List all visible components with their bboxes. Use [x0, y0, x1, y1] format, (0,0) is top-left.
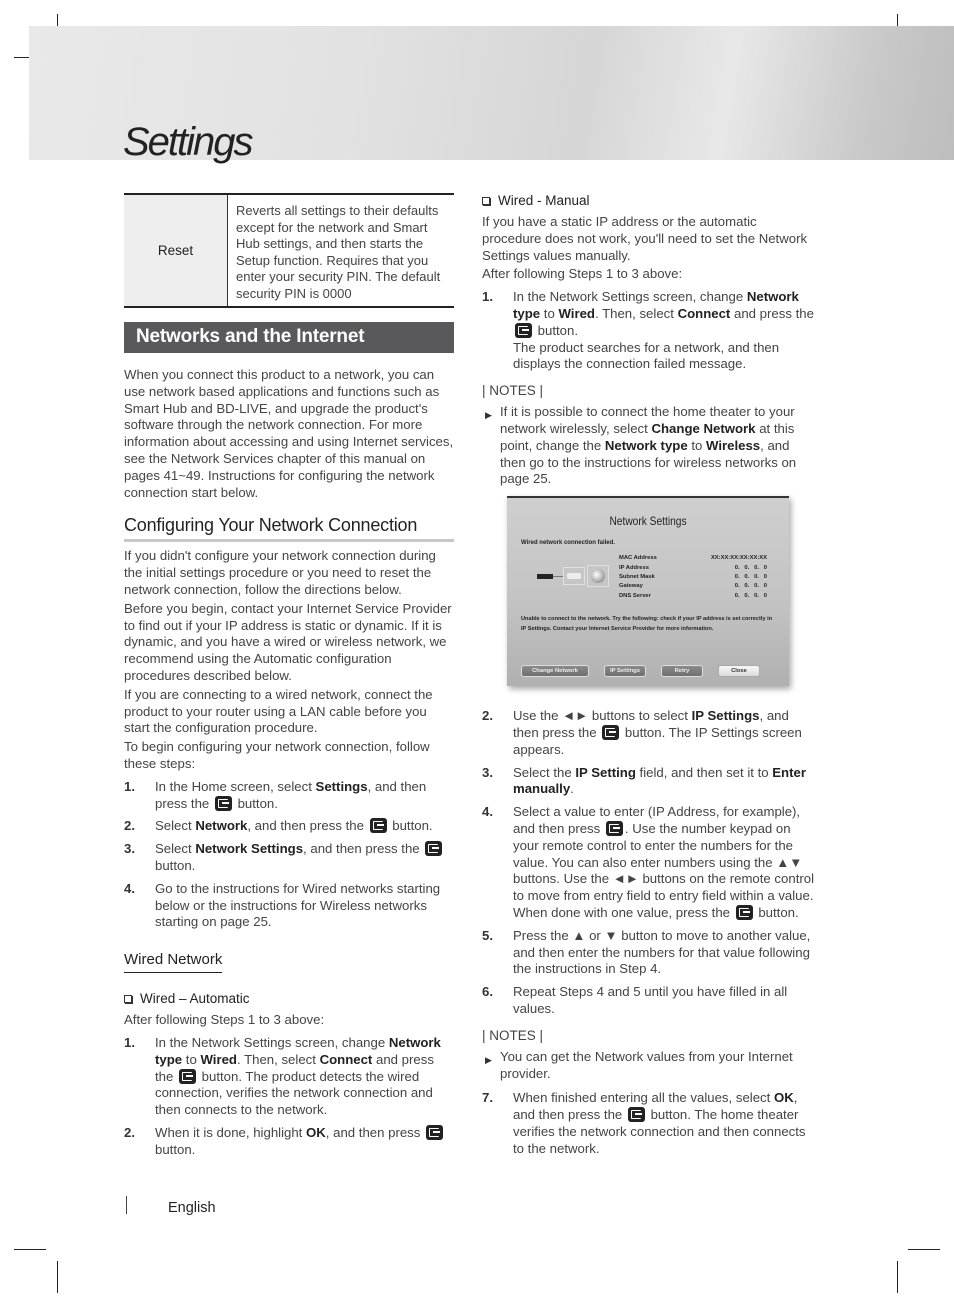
- step-text: Select Network, and then press the button.: [155, 818, 433, 834]
- note-item: [482, 404, 814, 488]
- step-text: In the Network Settings screen, change Network type to Wired. Then, select Connect and press the button. The product searches for a network, and then displays the connection failed message.: [513, 289, 814, 372]
- page-title: Settings: [123, 120, 252, 164]
- configuring-steps: [124, 779, 454, 931]
- reset-table: [124, 193, 454, 308]
- ip-settings-button[interactable]: IP Settings: [604, 665, 646, 677]
- dialog-buttons: [521, 665, 775, 677]
- crop-mark: [14, 1249, 46, 1250]
- crop-mark: [897, 1261, 898, 1293]
- reset-description: Reverts all settings to their defaults except for the network and Smart Hub settings, and then starts the Setup function. Requires that you enter your security PIN. The default security PIN is 0000: [236, 203, 441, 301]
- step-number: 1.: [124, 1034, 135, 1050]
- step-number: 7.: [482, 1090, 493, 1106]
- manual-steps-a: [482, 289, 814, 373]
- step-text: Select a value to enter (IP Address, for example), and then press . Use the number keypad on your remote control to enter the numbers for the value. You can also enter numbers using the ▲▼ buttons. Use the ◄► buttons on the remote control to move from entry field to entry field within a value. When done with one value, press the button.: [513, 804, 815, 920]
- step-number: 4.: [124, 880, 135, 896]
- info-row: IP Address 0. 0. 0. 0: [619, 564, 767, 571]
- retry-button[interactable]: Retry: [661, 665, 703, 677]
- step-item: [482, 289, 814, 373]
- info-row: Subnet Mask 0. 0. 0. 0: [619, 573, 767, 580]
- triangle-bullet-icon: ▶: [485, 410, 492, 421]
- notes-label: | NOTES |: [482, 383, 544, 399]
- enter-button-icon: [426, 1125, 443, 1140]
- close-button[interactable]: Close: [718, 665, 760, 677]
- automatic-lead: After following Steps 1 to 3 above:: [124, 1012, 325, 1028]
- triangle-bullet-icon: ▶: [485, 1054, 492, 1065]
- step-item: [124, 1125, 454, 1159]
- configuring-paragraph: To begin configuring your network connection, follow these steps:: [124, 739, 430, 771]
- step-text: Select Network Settings, and then press the button.: [155, 841, 454, 875]
- step-number: 2.: [482, 708, 493, 724]
- notes-label: | NOTES |: [482, 1027, 544, 1043]
- step-number: 2.: [124, 1124, 135, 1140]
- step-text: Press the ▲ or ▼ button to move to another value, and then enter the numbers for that value following the instructions in Step 4.: [513, 927, 811, 977]
- step-text: Go to the instructions for Wired networks starting below or the instructions for Wireless networks starting on page 25.: [155, 880, 441, 930]
- step-item: [482, 708, 814, 758]
- step-item: [482, 928, 814, 978]
- crop-mark: [57, 1261, 58, 1293]
- wired-network-heading: Wired Network: [124, 951, 222, 973]
- step-number: 6.: [482, 984, 493, 1000]
- info-row: DNS Server 0. 0. 0. 0: [619, 592, 767, 599]
- wired-manual-heading: Wired - Manual: [482, 193, 814, 208]
- step-number: 1.: [482, 289, 493, 305]
- step-item: [482, 984, 814, 1018]
- footer-divider: [126, 1196, 127, 1214]
- footer-language: English: [168, 1200, 216, 1216]
- configuring-paragraph: Before you begin, contact your Internet Service Provider to find out if your IP address is static or dynamic. If it is dynamic, and you have a wired or wireless network, we recommend using the Automatic configuration procedures described below.: [124, 600, 452, 683]
- step-item: [482, 1090, 814, 1157]
- checkbox-bullet-icon: [482, 197, 490, 205]
- network-diagram-icon: [537, 565, 609, 587]
- enter-button-icon: [179, 1069, 196, 1084]
- step-text: In the Network Settings screen, change Network type to Wired. Then, select Connect and press the button. The product detects the wired connection, verifies the network connection and then connects to the network.: [155, 1034, 441, 1118]
- manual-lead: After following Steps 1 to 3 above:: [482, 266, 683, 282]
- checkbox-bullet-icon: [124, 995, 132, 1003]
- enter-button-icon: [515, 323, 532, 338]
- note-text: If it is possible to connect the home theater to your network wirelessly, select Change Network at this point, change the Network type to Wireless, and then go to the instructions for wireless networks on page 25.: [500, 404, 797, 487]
- manual-intro: If you have a static IP address or the automatic procedure does not work, you'll need to set the Network Settings values manually.: [482, 214, 808, 263]
- step-number: 3.: [482, 764, 493, 780]
- section-title-networks: Networks and the Internet: [124, 322, 454, 353]
- enter-button-icon: [425, 841, 442, 856]
- network-info-list: [619, 554, 767, 601]
- dialog-title: Network Settings: [609, 514, 687, 529]
- configuring-paragraph: If you are connecting to a wired network, connect the product to your router using a LAN cable before you start the configuration procedure.: [124, 686, 433, 736]
- step-item: [124, 818, 454, 835]
- wired-automatic-heading: Wired – Automatic: [124, 991, 454, 1006]
- step-number: 4.: [482, 804, 493, 820]
- right-column: [482, 193, 814, 1163]
- dialog-status: Wired network connection failed.: [521, 540, 615, 547]
- enter-button-icon: [736, 905, 753, 920]
- info-row: Gateway 0. 0. 0. 0: [619, 583, 767, 590]
- step-text: In the Home screen, select Settings, and then press the button.: [155, 778, 427, 811]
- step-text: Repeat Steps 4 and 5 until you have filled in all values.: [513, 984, 788, 1016]
- step-number: 1.: [124, 778, 135, 794]
- change-network-button[interactable]: Change Network: [521, 665, 589, 677]
- step-number: 5.: [482, 927, 493, 943]
- step-item: [482, 804, 814, 922]
- enter-button-icon: [370, 818, 387, 833]
- step-item: [124, 1035, 454, 1119]
- step-item: [124, 881, 454, 931]
- configuring-paragraph: If you didn't configure your network connection during the initial settings procedure or you need to reset the network connection, follow the directions below.: [124, 548, 436, 597]
- step-text: Use the ◄► buttons to select IP Settings, and then press the button. The IP Settings screen appears.: [513, 708, 802, 757]
- network-settings-dialog: [507, 496, 789, 686]
- step-item: [124, 779, 454, 813]
- step-text: When it is done, highlight OK, and then press button.: [155, 1125, 454, 1159]
- dialog-message: Unable to connect to the network. Try the following: check if your IP address is set correctly in IP Settings. Contact your Internet Service Provider for more information.: [521, 616, 773, 632]
- crop-mark: [908, 1249, 940, 1250]
- left-column: [124, 193, 454, 1164]
- networks-intro: When you connect this product to a network, you can use network based applications and functions such as Smart Hub and BD-LIVE, and upgrade the product's software through the network connection. For more information about accessing and using Internet services, see the Network Services chapter of this manual on pages 41~49. Instructions for configuring the network connection start below.: [124, 367, 454, 500]
- step-text: Select the IP Setting field, and then set it to Enter manually.: [513, 764, 806, 797]
- router-icon: [567, 573, 581, 579]
- reset-term: Reset: [124, 195, 228, 306]
- enter-button-icon: [606, 821, 623, 836]
- manual-steps-c: [482, 1090, 814, 1157]
- enter-button-icon: [602, 725, 619, 740]
- step-item: [482, 765, 814, 799]
- note-text: You can get the Network values from your Internet provider.: [500, 1048, 793, 1081]
- automatic-steps: [124, 1035, 454, 1159]
- step-number: 3.: [124, 841, 135, 857]
- step-number: 2.: [124, 818, 135, 834]
- enter-button-icon: [215, 796, 232, 811]
- step-item: [124, 841, 454, 875]
- configuring-heading: Configuring Your Network Connection: [124, 515, 454, 542]
- note-item: [482, 1049, 814, 1083]
- info-row: MAC Address XX:XX:XX:XX:XX:XX: [619, 555, 767, 562]
- step-text: When finished entering all the values, select OK, and then press the button. The home theater verifies the network connection and then connects to the network.: [513, 1090, 806, 1156]
- enter-button-icon: [628, 1107, 645, 1122]
- manual-steps-b: [482, 708, 814, 1018]
